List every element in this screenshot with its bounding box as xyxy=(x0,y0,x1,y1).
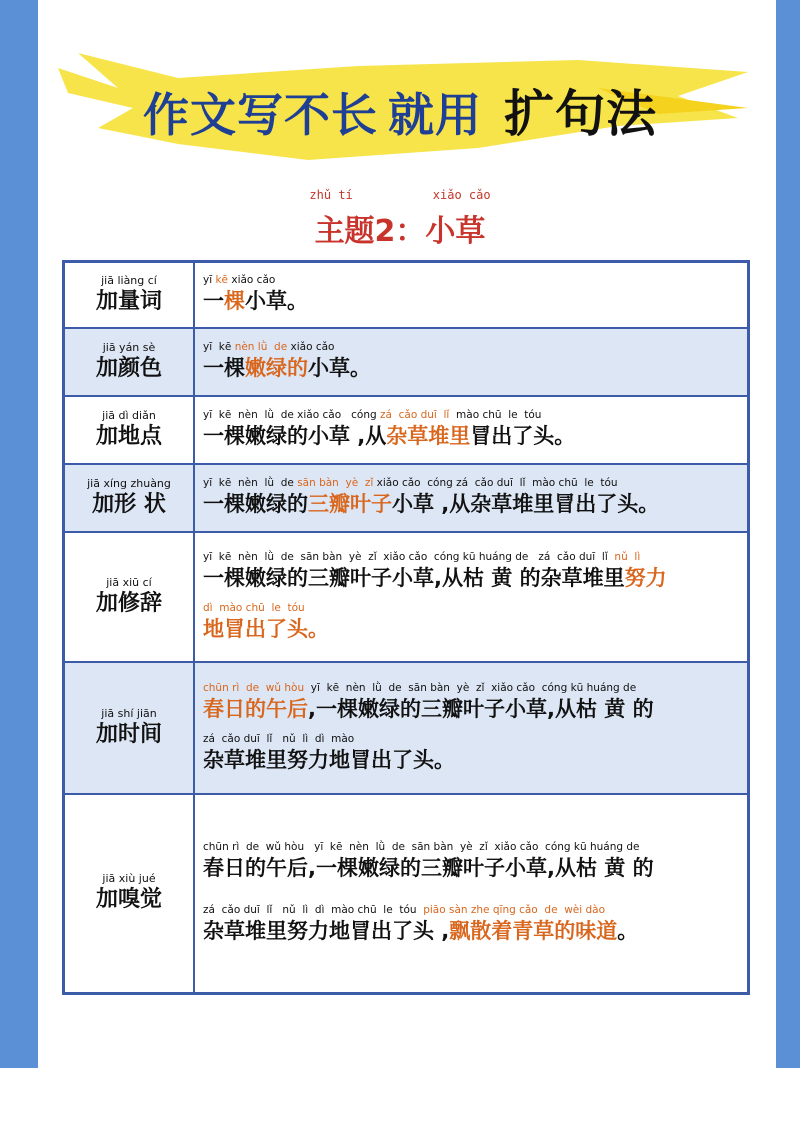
sentence-pinyin xyxy=(203,733,741,746)
label-pinyin: jiā liàng cí xyxy=(101,273,157,287)
row-label-cell xyxy=(64,396,195,464)
sentence-part: 一棵嫩绿的 xyxy=(203,492,308,516)
sentence-pinyin xyxy=(203,341,741,354)
sentence-part: 冒出了头。 xyxy=(470,424,576,448)
sentence-pinyin xyxy=(203,274,741,287)
topic-pinyin-1: zhǔ tí xyxy=(309,188,353,202)
sentence-part: 一棵嫩绿的三瓣叶子小草,从枯 黄 的杂草堆里 xyxy=(203,565,625,590)
bottom-margin xyxy=(0,1068,800,1132)
label-text: 加时间 xyxy=(95,721,162,747)
sentence-text xyxy=(203,564,741,592)
sentence-highlight: 努力 xyxy=(624,565,667,590)
sentence-text xyxy=(203,695,741,723)
sentence-pinyin xyxy=(203,841,741,854)
sentence-part: 小草。 xyxy=(308,356,371,380)
sentence-pinyin xyxy=(203,551,741,564)
label-pinyin: jiā xiù jué xyxy=(102,872,156,886)
pinyin-highlight: piāo sàn zhe qīng cǎo de wèi dào xyxy=(423,904,606,917)
topic-pinyin xyxy=(0,188,800,204)
label-pinyin: jiā shí jiān xyxy=(101,706,157,720)
pinyin-part: yī kē nèn lǜ de sān bàn yè zǐ xiǎo cǎo cóng kū huáng de xyxy=(304,681,637,694)
topic-pinyin-2: xiǎo cǎo xyxy=(432,188,491,202)
sentence-part: 小草。 xyxy=(245,289,308,314)
pinyin-highlight: chūn rì de wǔ hòu xyxy=(203,681,305,694)
sentence-part: 一棵 xyxy=(203,356,245,380)
pinyin-part: chūn rì de wǔ hòu yī kē nèn lǜ de sān bàn yè zǐ xiǎo cǎo cóng kū huáng de xyxy=(203,841,640,854)
pinyin-part: xiǎo cǎo cóng zá cǎo duī lǐ mào chū le tóu xyxy=(373,477,618,489)
row-label-cell xyxy=(64,532,195,662)
pinyin-part: xiǎo cǎo xyxy=(287,341,335,353)
sentence-cell xyxy=(194,662,749,794)
title-part-2: 就用 xyxy=(388,88,482,142)
sentence-part: 一 xyxy=(203,289,224,314)
sentence-highlight: 棵 xyxy=(224,289,245,314)
pinyin-part: mào chū le tóu xyxy=(449,409,542,421)
pinyin-highlight: nèn lǜ de xyxy=(234,341,288,353)
sentence-pinyin xyxy=(203,477,741,490)
label-text: 加修辞 xyxy=(95,590,162,616)
row-label-cell xyxy=(64,262,195,328)
sentence-cell xyxy=(194,328,749,396)
sentence-part: 杂草堆里努力地冒出了头 , xyxy=(203,919,450,944)
pinyin-part: yī kē nèn lǜ de xyxy=(203,477,298,489)
label-text: 加量词 xyxy=(95,288,162,314)
sentence-text xyxy=(203,854,741,882)
pinyin-highlight: nǔ lì xyxy=(614,550,641,563)
sentence-part: 一棵嫩绿的小草 ,从 xyxy=(203,424,387,448)
pinyin-part: yī xyxy=(203,274,216,287)
pinyin-highlight: dì mào chū le tóu xyxy=(203,601,305,614)
sentence-highlight: 三瓣叶子 xyxy=(308,492,392,516)
label-text: 加嗅觉 xyxy=(95,887,162,913)
sentence-text xyxy=(203,746,741,774)
pinyin-part: yī kē xyxy=(203,341,235,353)
sentence-cell xyxy=(194,396,749,464)
sentence-part: 小草 ,从杂草堆里冒出了头。 xyxy=(392,492,660,516)
sentence-cell xyxy=(194,262,749,328)
pinyin-part: yī kē nèn lǜ de sān bàn yè zǐ xiǎo cǎo cóng kū huáng de zá cǎo duī lǐ xyxy=(203,550,615,563)
pinyin-highlight: zá cǎo duī lǐ xyxy=(380,409,450,421)
table-row xyxy=(64,396,749,464)
label-pinyin: jiā xiū cí xyxy=(106,575,152,589)
pinyin-part: yī kē nèn lǜ de xiǎo cǎo cóng xyxy=(203,409,381,421)
row-label-cell xyxy=(64,464,195,532)
expansion-table xyxy=(62,260,750,995)
row-label-cell xyxy=(64,328,195,396)
pinyin-highlight: kē xyxy=(215,274,229,287)
pinyin-part: xiǎo cǎo xyxy=(228,274,276,287)
sentence-highlight: 地冒出了头。 xyxy=(203,616,329,641)
label-text: 加颜色 xyxy=(95,355,162,381)
sentence-text xyxy=(203,287,741,315)
sentence-highlight: 嫩绿的 xyxy=(245,356,308,380)
sentence-text xyxy=(203,422,741,450)
sentence-highlight: 杂草堆里 xyxy=(386,424,471,448)
sentence-cell xyxy=(194,532,749,662)
sentence-highlight: 春日的午后 xyxy=(203,696,308,721)
label-pinyin: jiā dì diǎn xyxy=(102,408,156,422)
pinyin-part: zá cǎo duī lǐ nǔ lì dì mào chū le tóu xyxy=(203,904,424,917)
table-row xyxy=(64,794,749,994)
sentence-cell xyxy=(194,464,749,532)
topic-label: 主题2：小草 xyxy=(314,214,486,249)
pinyin-highlight: sān bàn yè zǐ xyxy=(297,477,374,489)
table-row xyxy=(64,464,749,532)
sentence-cell xyxy=(194,794,749,994)
table-row xyxy=(64,532,749,662)
sentence-part: ,一棵嫩绿的三瓣叶子小草,从枯 黄 的 xyxy=(308,696,654,721)
sentence-text xyxy=(203,490,741,518)
sentence-highlight: 飘散着青草的味道 xyxy=(449,919,618,944)
sentence-pinyin xyxy=(203,904,741,917)
sentence-part: 。 xyxy=(617,919,639,944)
sentence-pinyin xyxy=(203,409,741,422)
right-blue-border xyxy=(776,0,800,1068)
label-pinyin: jiā xíng zhuàng xyxy=(87,476,171,490)
label-text: 加形 状 xyxy=(92,491,166,517)
sentence-text xyxy=(203,354,741,382)
table-row xyxy=(64,262,749,328)
table-row xyxy=(64,328,749,396)
sentence-part: 杂草堆里努力地冒出了头。 xyxy=(203,747,455,772)
sentence-part: 春日的午后,一棵嫩绿的三瓣叶子小草,从枯 黄 的 xyxy=(203,856,654,881)
sentence-pinyin xyxy=(203,602,741,615)
title-part-3: 扩句法 xyxy=(504,85,657,143)
sentence-text xyxy=(203,917,741,945)
title-part-1: 作文写不长 xyxy=(143,88,378,142)
page-title xyxy=(0,74,800,146)
sentence-pinyin xyxy=(203,682,741,695)
label-text: 加地点 xyxy=(95,423,162,449)
pinyin-part: zá cǎo duī lǐ nǔ lì dì mào xyxy=(203,732,355,745)
label-pinyin: jiā yán sè xyxy=(102,340,156,354)
row-label-cell xyxy=(64,662,195,794)
row-label-cell xyxy=(64,794,195,994)
left-blue-border xyxy=(0,0,38,1068)
sentence-text xyxy=(203,615,741,643)
table-row xyxy=(64,662,749,794)
topic-heading xyxy=(0,188,800,250)
